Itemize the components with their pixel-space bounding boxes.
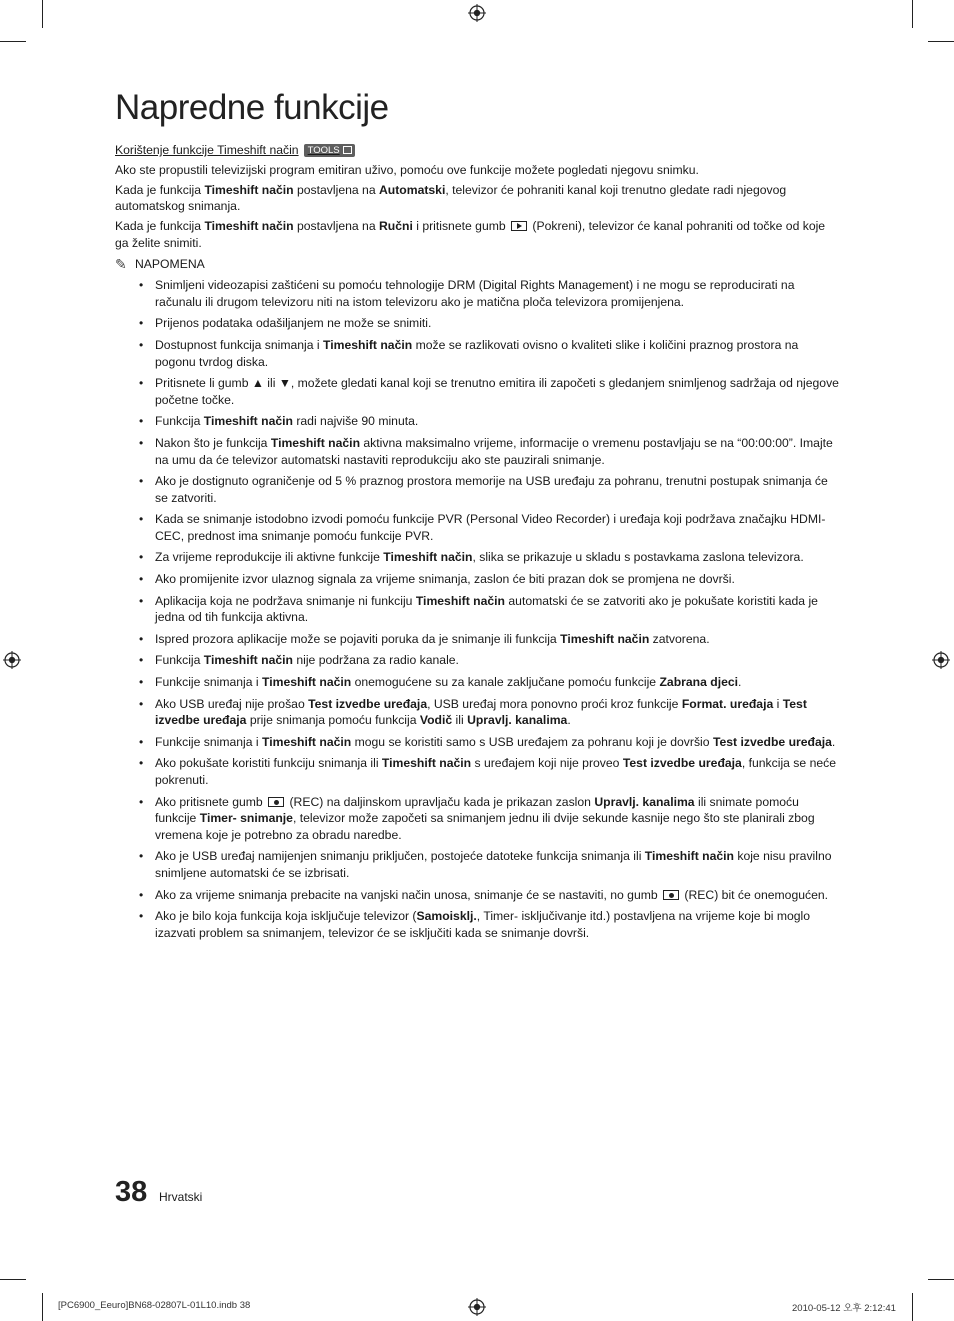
- bullet-icon: •: [139, 675, 144, 690]
- text-run: Kada je funkcija: [115, 182, 205, 197]
- text-run: , televizor može započeti sa snimanjem jednu ili dvije sekunde kasnije nego što ste planirali zbog vremena koje je potrebno za obradu naredbe.: [155, 811, 815, 842]
- bold-term: Timeshift način: [262, 675, 352, 690]
- bullet-icon: •: [139, 337, 144, 352]
- text-run: , slika se prikazuje u skladu s postavkama zaslona televizora.: [472, 550, 804, 565]
- bold-term: Timeshift način: [204, 182, 294, 197]
- text-run: Aplikacija koja ne podržava snimanje ni funkciju: [155, 593, 416, 608]
- text-run: postavljena na: [293, 182, 379, 197]
- bullet-icon: •: [139, 696, 144, 711]
- list-item: [115, 473, 839, 506]
- list-item: [115, 887, 839, 904]
- text-run: može se razlikovati ovisno o kvaliteti slike i količini praznog prostora na pogonu tvrdog diska.: [155, 337, 799, 369]
- text-run: ili: [452, 713, 468, 728]
- bold-term: Test izvedbe uređaja: [155, 696, 807, 728]
- text-run: i: [773, 696, 783, 711]
- print-info-date: 2010-05-12 오후 2:12:41: [792, 1303, 896, 1314]
- text-run: .: [738, 675, 742, 690]
- bullet-icon: •: [139, 376, 144, 391]
- page-title: Napredne funkcije: [115, 88, 389, 127]
- bullet-icon: •: [139, 887, 144, 902]
- text-run: (Pokreni), televizor će kanal pohraniti od točke od koje ga želite snimiti.: [115, 219, 826, 250]
- note-list: [115, 277, 839, 941]
- text-run: Dostupnost funkcija snimanja i: [155, 337, 324, 352]
- section-title-text: Korištenje funkcije Timeshift način: [115, 143, 299, 157]
- text-run: Nakon što je funkcija: [155, 435, 271, 450]
- list-item: [115, 337, 839, 370]
- text-run: Ako je dostignuto ograničenje od 5 % praznog prostora memorije na USB uređaju za pohranu, trenutni postupak snimanja će se zatvoriti.: [155, 474, 828, 505]
- crop-mark: [0, 1279, 26, 1280]
- text-run: nije podržana za radio kanale.: [292, 653, 459, 668]
- note-label: NAPOMENA: [135, 256, 205, 271]
- list-item: [115, 631, 839, 648]
- text-run: .: [567, 713, 571, 728]
- text-run: aktivna maksimalno vrijeme, informacije o vremenu postavljaju se na “00:00:00”. Imajte na umu da će televizor automatski nastaviti reprodukciju ako ste pauzirali snimanje.: [155, 435, 833, 467]
- list-item: [115, 755, 839, 788]
- text-run: ili snimate pomoću funkcije: [155, 794, 799, 826]
- text-run: Ako ste propustili televizijski program emitiran uživo, pomoću ove funkcije možete pogledati njegovu snimku.: [115, 162, 699, 177]
- bold-term: Zabrana djeci: [659, 675, 739, 690]
- crop-mark: [928, 41, 954, 42]
- bullet-icon: •: [139, 756, 144, 771]
- tools-badge-label: TOOLS: [307, 144, 340, 156]
- bold-term: Vodič: [419, 713, 453, 728]
- list-item: [115, 674, 839, 691]
- text-run: s uređajem koji nije proveo: [471, 756, 623, 771]
- bullet-icon: •: [139, 512, 144, 527]
- rec-button-icon: [663, 890, 679, 900]
- bullet-icon: •: [139, 435, 144, 450]
- bold-term: Automatski: [378, 182, 446, 197]
- list-item: [115, 734, 839, 751]
- text-run: , televizor će pohraniti kanal koji trenutno gledate radi njegovog automatskog snimanja.: [115, 182, 787, 214]
- text-run: , Timer- isključivanje itd.) postavljena na vrijeme koje bi moglo izazvati problem sa snimanjem, televizor će se isključiti kada se snimanje dovrši.: [155, 909, 811, 940]
- crop-mark: [928, 1279, 954, 1280]
- crop-mark: [912, 0, 913, 28]
- text-run: koje nisu pravilno snimljene automatski će se izbrisati.: [155, 849, 832, 880]
- bullet-icon: •: [139, 794, 144, 809]
- list-item: [115, 549, 839, 566]
- crop-mark: [0, 41, 26, 42]
- section-title: [115, 142, 839, 159]
- list-item: [115, 375, 839, 408]
- text-run: Prijenos podataka odašiljanjem ne može se snimiti.: [155, 316, 432, 331]
- bold-term: Timeshift način: [560, 631, 650, 646]
- crop-mark: [912, 1293, 913, 1321]
- text-run: , funkcija se neće pokrenuti.: [155, 756, 836, 787]
- bold-term: Upravlj. kanalima: [467, 713, 568, 728]
- text-run: Ako je USB uređaj namijenjen snimanju priključen, postojeće datoteke funkcija snimanja ili: [155, 849, 645, 864]
- bold-term: Test izvedbe uređaja: [712, 734, 832, 749]
- list-item: [115, 848, 839, 881]
- text-run: Funkcija: [155, 414, 204, 429]
- paragraph: [115, 218, 839, 251]
- text-run: Ako je bilo koja funkcija koja isključuje televizor (: [155, 909, 417, 924]
- content-area: [115, 142, 839, 946]
- text-run: Funkcija: [155, 653, 204, 668]
- bold-term: Timer- snimanje: [199, 811, 293, 826]
- bullet-icon: •: [139, 849, 144, 864]
- text-run: .: [831, 734, 836, 749]
- text-run: Ako USB uređaj nije prošao: [155, 696, 309, 711]
- text-run: Kada je funkcija: [115, 219, 205, 234]
- crop-mark: [42, 1293, 43, 1321]
- bullet-icon: •: [139, 414, 144, 429]
- rec-button-icon: [268, 797, 284, 807]
- registration-mark-icon: [468, 4, 486, 22]
- text-run: Ispred prozora aplikacije može se pojaviti poruka da je snimanje ili funkcija: [155, 631, 561, 646]
- list-item: [115, 435, 839, 468]
- list-item: [115, 413, 839, 430]
- bold-term: Timeshift način: [383, 550, 473, 565]
- list-item: [115, 696, 839, 729]
- list-item: [115, 571, 839, 588]
- text-run: Kada se snimanje istodobno izvodi pomoću funkcije PVR (Personal Video Recorder) i uređaja koji podržava značajku HDMI-CEC, prednost ima snimanje pomoću funkcije PVR.: [155, 512, 826, 543]
- text-run: Snimljeni videozapisi zaštićeni su pomoću tehnologije DRM (Digital Rights Management) i ne mogu se reproducirati na računalu ili drugom televizoru niti na istom televizoru ako je matična ploča televizora promijenjena.: [155, 278, 795, 309]
- page-language: Hrvatski: [159, 1190, 203, 1204]
- intro-paragraphs: [115, 162, 839, 252]
- text-run: onemogućene su za kanale zaključane pomoću funkcije: [351, 675, 660, 690]
- text-run: postavljena na: [293, 219, 379, 234]
- bullet-icon: •: [139, 909, 144, 924]
- list-item: [115, 511, 839, 544]
- bold-term: Timeshift način: [323, 337, 413, 352]
- list-item: [115, 652, 839, 669]
- bold-term: Test izvedbe uređaja: [308, 696, 428, 711]
- bold-term: Timeshift način: [644, 849, 734, 864]
- crop-mark: [42, 0, 43, 28]
- paragraph: [115, 162, 839, 179]
- bold-term: Timeshift način: [203, 414, 293, 429]
- bold-term: Ručni: [378, 219, 413, 234]
- print-info-file: [PC6900_Eeuro]BN68-02807L-01L10.indb 38: [58, 1300, 251, 1311]
- text-run: automatski će se zatvoriti ako je pokušate koristiti kada je jedna od tih funkcija aktivna.: [155, 593, 818, 625]
- bold-term: Test izvedbe uređaja: [622, 756, 742, 771]
- registration-mark-icon: [932, 651, 950, 669]
- text-run: Ako pritisnete gumb: [155, 794, 267, 809]
- note-header: [115, 256, 839, 273]
- bullet-icon: •: [139, 631, 144, 646]
- list-item: [115, 593, 839, 626]
- bullet-icon: •: [139, 593, 144, 608]
- text-run: prije snimanja pomoću funkcija: [246, 713, 420, 728]
- text-run: i pritisnete gumb: [412, 219, 510, 234]
- list-item: [115, 908, 839, 941]
- bold-term: Upravlj. kanalima: [594, 794, 695, 809]
- bold-term: Timeshift način: [204, 219, 294, 234]
- bullet-icon: •: [139, 550, 144, 565]
- list-item: [115, 794, 839, 844]
- text-run: Ako za vrijeme snimanja prebacite na vanjski način unosa, snimanje će se nastaviti, no gumb: [155, 887, 662, 902]
- bullet-icon: •: [139, 734, 144, 749]
- text-run: mogu se koristiti samo s USB uređajem za pohranu koji je dovršio: [351, 734, 713, 749]
- bold-term: Samoisklj.: [416, 909, 477, 924]
- bold-term: Timeshift način: [262, 734, 352, 749]
- registration-mark-icon: [468, 1298, 486, 1316]
- text-run: zatvorena.: [649, 631, 710, 646]
- text-run: (REC) bit će onemogućen.: [681, 887, 829, 902]
- text-run: radi najviše 90 minuta.: [292, 414, 419, 429]
- text-run: Funkcije snimanja i: [155, 675, 263, 690]
- tools-badge: [304, 144, 355, 157]
- registration-mark-icon: [3, 651, 21, 669]
- play-button-icon: [511, 221, 527, 231]
- text-run: (REC) na daljinskom upravljaču kada je prikazan zaslon: [286, 794, 595, 809]
- pencil-note-icon: ✎: [115, 255, 127, 272]
- paragraph: [115, 182, 839, 215]
- text-run: , USB uređaj mora ponovno proći kroz funkcije: [427, 696, 682, 711]
- bullet-icon: •: [139, 474, 144, 489]
- tools-icon: [343, 146, 352, 154]
- list-item: [115, 277, 839, 310]
- bold-term: Format. uređaja: [681, 696, 774, 711]
- bold-term: Timeshift način: [270, 435, 361, 450]
- text-run: Ako pokušate koristiti funkciju snimanja ili: [155, 756, 382, 771]
- text-run: Funkcije snimanja i: [155, 734, 263, 749]
- page-number: 38: [115, 1176, 148, 1208]
- bullet-icon: •: [139, 653, 144, 668]
- bold-term: Timeshift način: [381, 756, 472, 771]
- bullet-icon: •: [139, 572, 144, 587]
- bold-term: Timeshift način: [203, 653, 293, 668]
- text-run: Za vrijeme reprodukcije ili aktivne funkcije: [155, 550, 384, 565]
- list-item: [115, 315, 839, 332]
- text-run: Ako promijenite izvor ulaznog signala za vrijeme snimanja, zaslon će biti prazan dok se promjena ne dovrši.: [155, 572, 735, 587]
- text-run: Pritisnete li gumb ▲ ili ▼, možete gledati kanal koji se trenutno emitira ili započeti s gledanjem snimljenog sadržaja od njegove početne točke.: [155, 376, 839, 407]
- bullet-icon: •: [139, 278, 144, 293]
- bold-term: Timeshift način: [415, 593, 505, 608]
- bullet-icon: •: [139, 316, 144, 331]
